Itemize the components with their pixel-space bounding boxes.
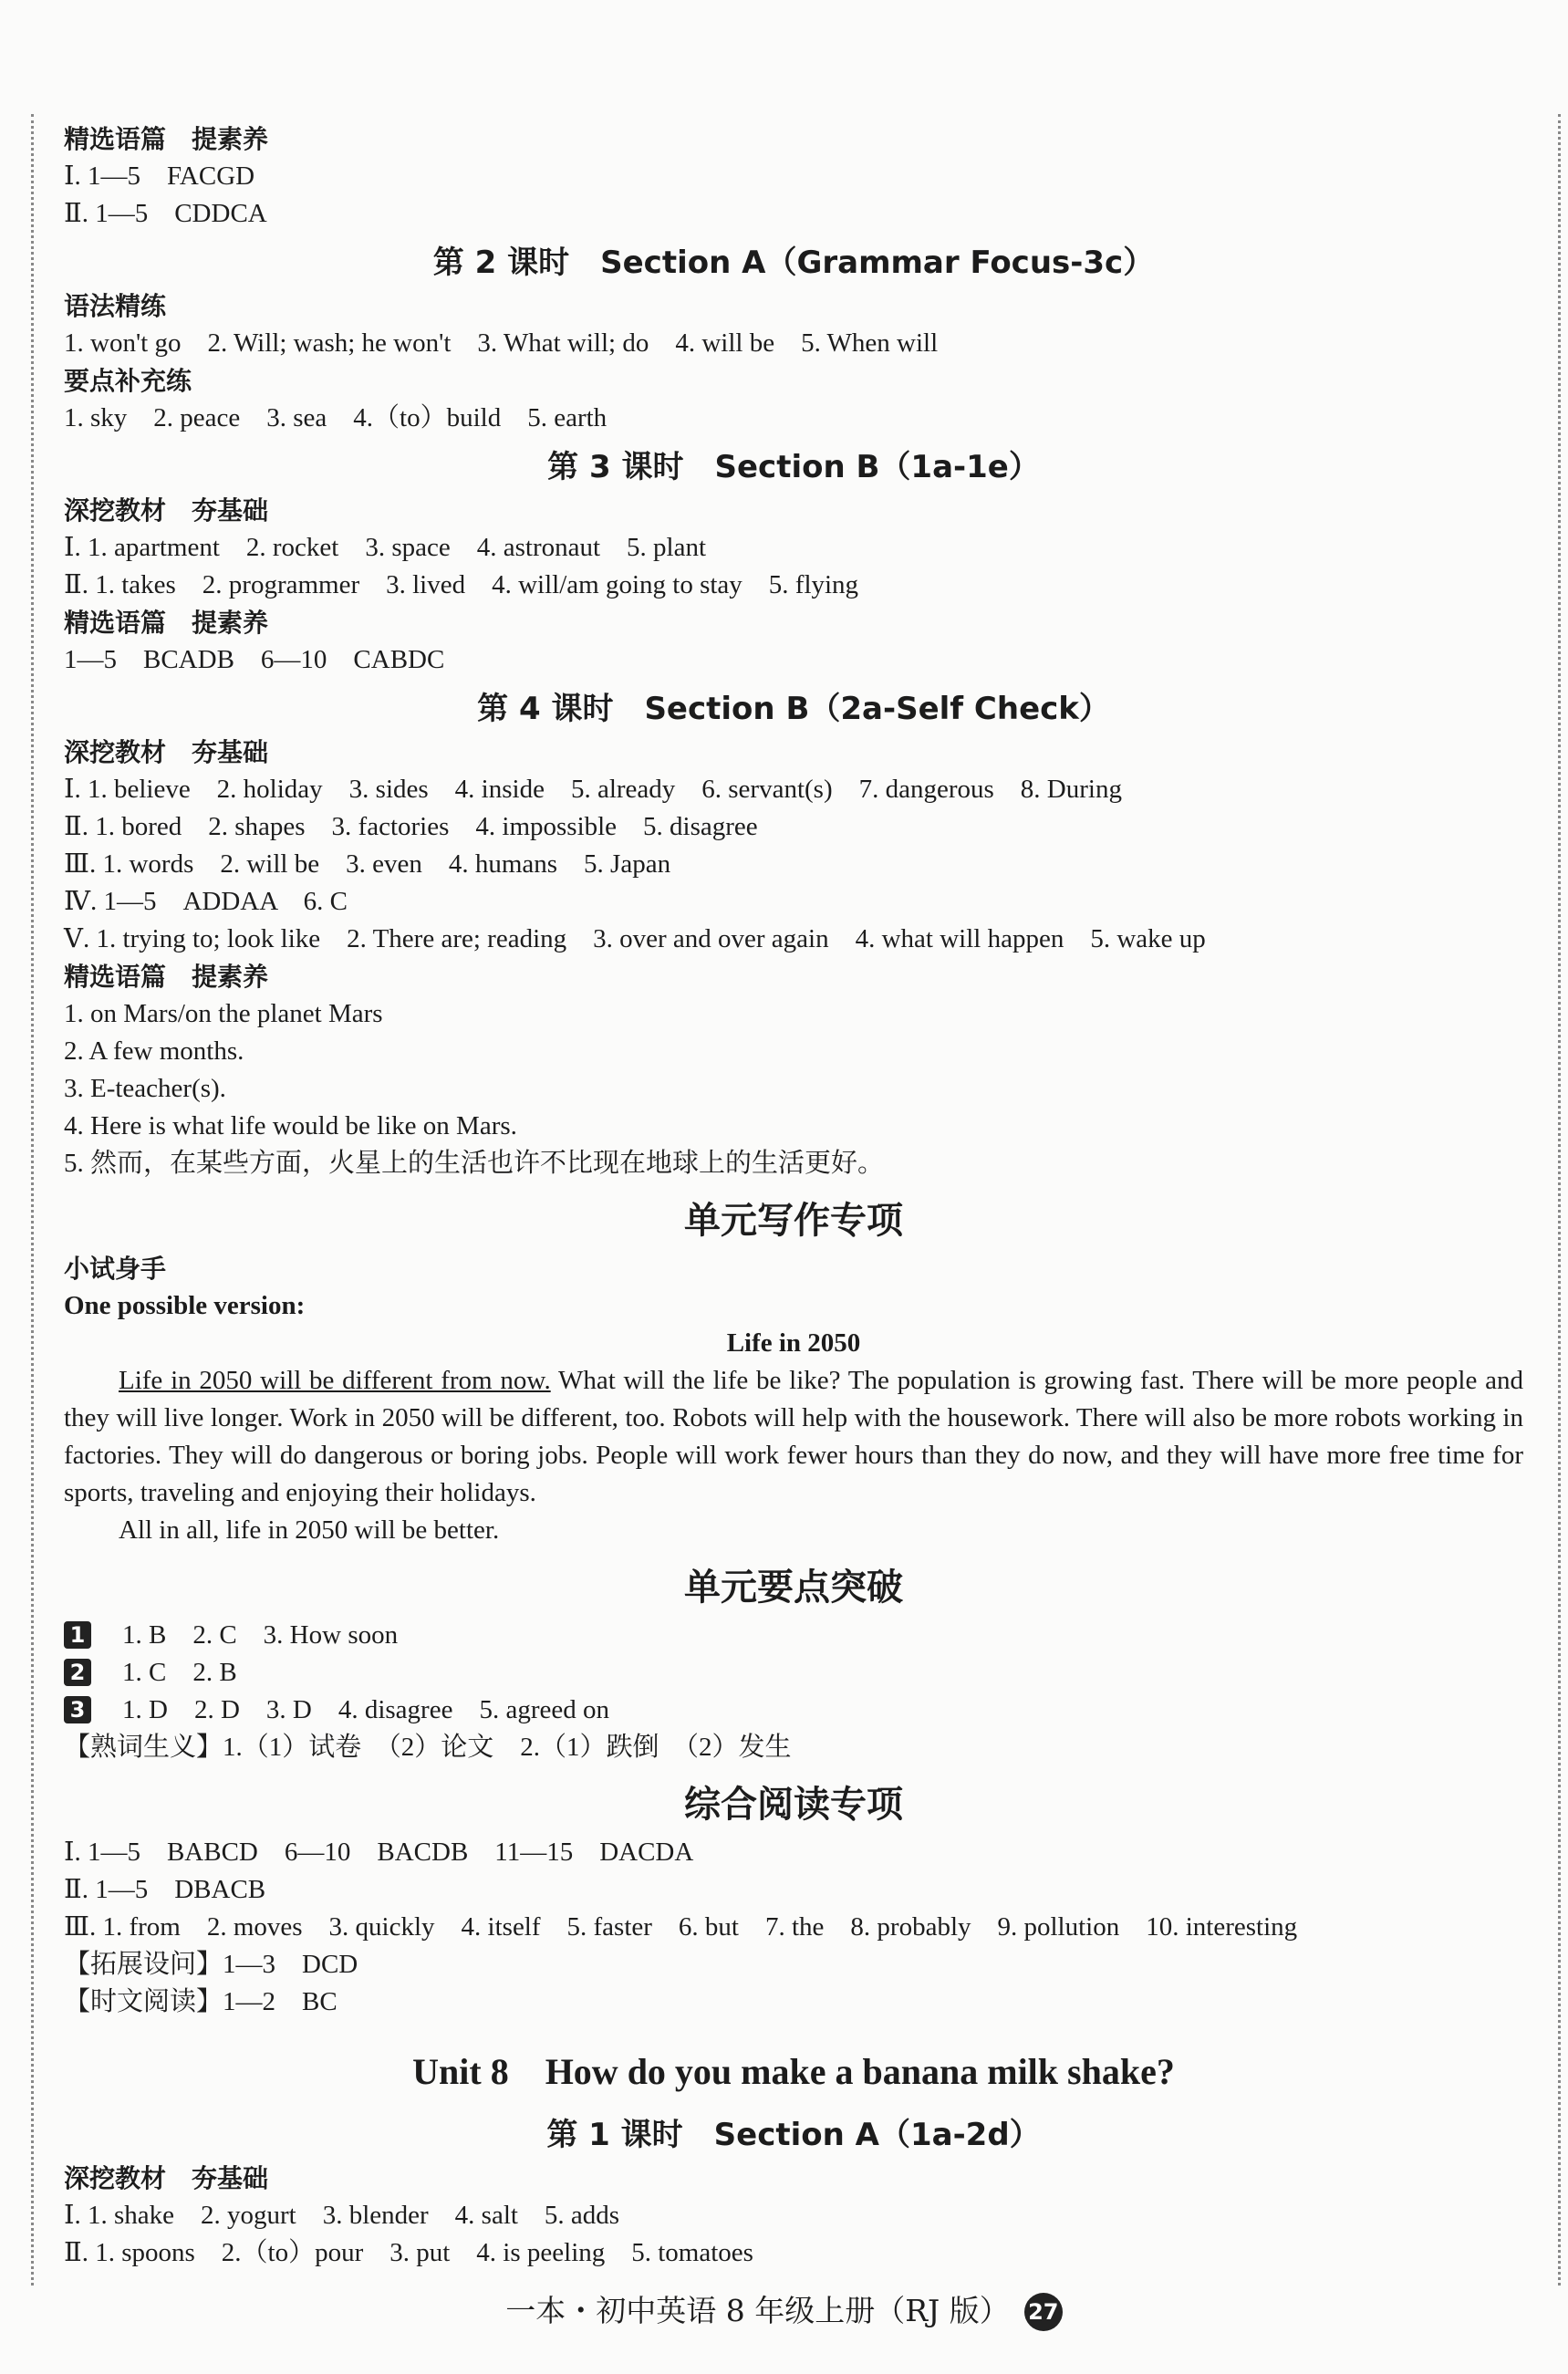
section-title: 综合阅读专项 <box>684 1783 903 1826</box>
answer-line <box>64 1692 1523 1729</box>
answer-line: 3. E-teacher(s). <box>64 1074 226 1103</box>
number-badge: 1 <box>64 1621 91 1649</box>
answer-text: 1. C 2. B <box>122 1658 237 1687</box>
answer-line <box>64 1654 1523 1692</box>
answer-key-content <box>64 120 1523 2272</box>
unit-8 <box>64 2045 1523 2272</box>
section-heading: 深挖教材 夯基础 <box>64 2163 269 2193</box>
answer-line: 1. on Mars/on the planet Mars <box>64 999 383 1028</box>
answer-line: Ⅰ. 1—5 FACGD <box>64 161 255 191</box>
writing-section <box>64 1193 1523 1549</box>
answer-line: 【熟词生义】1.（1）试卷 （2）论文 2.（1）跌倒 （2）发生 <box>64 1733 792 1762</box>
answer-line: 1. won't go 2. Will; wash; he won't 3. What will; do 4. will be 5. When will <box>64 328 939 358</box>
lesson-2 <box>64 240 1523 437</box>
page-number: 27 <box>1024 2293 1063 2331</box>
answer-text: 1. B 2. C 3. How soon <box>122 1620 399 1650</box>
answer-line: Ⅰ. 1. shake 2. yogurt 3. blender 4. salt 5. adds <box>64 2201 620 2230</box>
number-badge: 2 <box>64 1659 91 1686</box>
section-heading: 小试身手 <box>64 1254 167 1284</box>
paragraph-text: What will the life be like? The population is growing fast. There will be more people and they will live longer. Work in 2050 will be different, too. Robots will help with the housework. There will also be more robots working in factories. They will do dangerous or boring jobs. People will work fewer hours than they do now, and they will have more free time for sports, traveling and enjoying their holidays. <box>64 1366 1523 1507</box>
answer-line: Ⅲ. 1. words 2. will be 3. even 4. humans 5. Japan <box>64 849 671 879</box>
lesson-title: 第 4 课时 Section B（2a-Self Check） <box>477 691 1110 727</box>
essay-title: Life in 2050 <box>726 1328 861 1358</box>
answer-line: 5. 然而，在某些方面，火星上的生活也许不比现在地球上的生活更好。 <box>64 1149 885 1178</box>
lesson-3 <box>64 444 1523 679</box>
underlined-sentence: Life in 2050 will be different from now. <box>119 1366 551 1395</box>
answer-line: Ⅴ. 1. trying to; look like 2. There are; reading 3. over and over again 4. what will happen 5. wake up <box>64 924 1206 953</box>
essay-paragraph: All in all, life in 2050 will be better. <box>119 1515 500 1545</box>
answer-line: Ⅳ. 1—5 ADDAA 6. C <box>64 887 348 916</box>
section-heading: 深挖教材 夯基础 <box>64 495 269 526</box>
number-badge: 3 <box>64 1696 91 1723</box>
section-heading: 精选语篇 提素养 <box>64 124 269 154</box>
reading-section <box>64 1777 1523 2021</box>
answer-line: Ⅱ. 1. spoons 2.（to）pour 3. put 4. is peeling 5. tomatoes <box>64 2238 753 2267</box>
answer-line: 2. A few months. <box>64 1036 244 1066</box>
section-heading: 精选语篇 提素养 <box>64 608 269 638</box>
answer-line: 【时文阅读】1—2 BC <box>64 1987 337 2016</box>
section-title: 单元要点突破 <box>684 1566 903 1609</box>
answer-line: 4. Here is what life would be like on Mars. <box>64 1111 517 1140</box>
answer-line: Ⅱ. 1—5 CDDCA <box>64 199 267 228</box>
version-label: One possible version: <box>64 1291 306 1320</box>
answer-text: 1. D 2. D 3. D 4. disagree 5. agreed on <box>122 1695 609 1724</box>
section-title: 单元写作专项 <box>684 1199 903 1242</box>
essay-paragraph <box>64 1362 1523 1512</box>
answer-line: Ⅰ. 1. apartment 2. rocket 3. space 4. astronaut 5. plant <box>64 533 707 562</box>
answer-line: 1—5 BCADB 6—10 CABDC <box>64 645 445 674</box>
cut-line-left <box>31 114 34 2285</box>
lesson-title: 第 3 课时 Section B（1a-1e） <box>547 449 1040 485</box>
answer-line: Ⅱ. 1. bored 2. shapes 3. factories 4. impossible 5. disagree <box>64 812 758 841</box>
answer-line: Ⅰ. 1—5 BABCD 6—10 BACDB 11—15 DACDA <box>64 1838 694 1867</box>
lesson-title: 第 1 课时 Section A（1a-2d） <box>546 2117 1041 2153</box>
lesson-4 <box>64 686 1523 1182</box>
unit-title: Unit 8 How do you make a banana milk shake? <box>412 2051 1175 2092</box>
section-heading: 精选语篇 提素养 <box>64 962 269 992</box>
answer-line: Ⅱ. 1. takes 2. programmer 3. lived 4. will/am going to stay 5. flying <box>64 570 859 599</box>
answer-line: Ⅲ. 1. from 2. moves 3. quickly 4. itself 5. faster 6. but 7. the 8. probably 9. pollution 10. interesting <box>64 1912 1298 1942</box>
answer-line: 1. sky 2. peace 3. sea 4.（to）build 5. earth <box>64 403 607 432</box>
answer-line: Ⅱ. 1—5 DBACB <box>64 1875 266 1904</box>
answer-line: Ⅰ. 1. believe 2. holiday 3. sides 4. inside 5. already 6. servant(s) 7. dangerous 8. During <box>64 775 1122 804</box>
cut-line-right <box>1558 114 1561 2285</box>
page-footer <box>0 2288 1568 2334</box>
block-reading-1 <box>64 120 1523 233</box>
section-heading: 深挖教材 夯基础 <box>64 737 269 767</box>
footer-text: 一本・初中英语 8 年级上册（RJ 版） <box>505 2293 1010 2328</box>
section-heading: 要点补充练 <box>64 366 192 396</box>
keypoints-section <box>64 1560 1523 1766</box>
answer-line <box>64 1617 1523 1654</box>
lesson-title: 第 2 课时 Section A（Grammar Focus-3c） <box>432 245 1155 281</box>
answer-line: 【拓展设问】1—3 DCD <box>64 1950 358 1979</box>
section-heading: 语法精练 <box>64 291 167 321</box>
